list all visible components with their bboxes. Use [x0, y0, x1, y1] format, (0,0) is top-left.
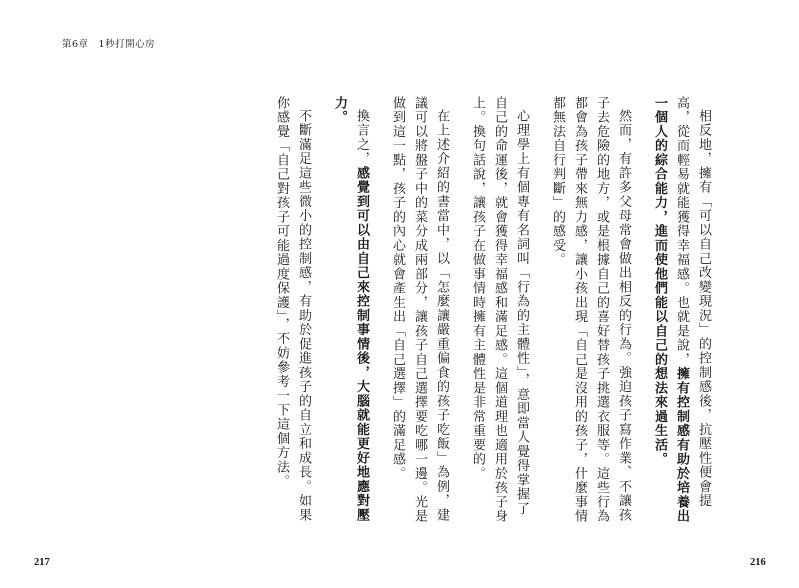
paragraph-in-other-words-emphasis: 感覺到可以由自己來控制事情後，大腦就能更好地應對壓力。	[332, 96, 369, 523]
paragraph-picky-eater-example: 在上述介紹的書當中，以「怎麼讓嚴重偏食的孩子吃飯」為例，建議可以將盤子中的菜分成兩部分，讓孩子自己選擇要吃哪一邊。光是做到這一點，孩子的內心就會產生出「自己選擇」的滿足感。	[390, 96, 449, 524]
chapter-number: 第6章	[62, 39, 89, 50]
paragraph-parents-behavior: 然而，有許多父母常會做出相反的行為。強迫孩子寫作業、不讓孩子去危險的地方，或是根據自己的喜好替孩子挑選衣服等。這些行為都會為孩子帶來無力感，讓小孩出現「自己是沒用的孩子，什麼事情都無法自行判斷」的感受。	[550, 96, 631, 524]
paragraph-control-sense-plain: 相反地，擁有「可以自己改變現況」的控制感後，抗壓性便會提高，從而輕易就能獲得幸福感。也就是說，	[674, 96, 711, 508]
paragraph-in-other-words	[328, 96, 372, 526]
paragraph-control-sense	[648, 96, 714, 526]
page-number-right: 216	[750, 557, 766, 568]
vertical-body-text	[270, 96, 714, 526]
paragraph-agency-psychology: 心理學上有個專有名詞叫「行為的主體性」，意即當人覺得掌握了自己的命運後，就會獲得幸福感和滿足感。這個道理也適用於孩子身上。換句話說，讓孩子在做事情時擁有主體性是非常重要的。	[470, 96, 529, 524]
paragraph-control-sense-emphasis: 擁有控制感有助於培養出一個人的綜合能力，進而使他們能以自己的想法來過生活。	[652, 96, 689, 524]
paragraph-in-other-words-plain: 換言之，	[354, 109, 369, 166]
page-number-left: 217	[34, 557, 50, 568]
chapter-title: 1秒打開心房	[98, 39, 156, 50]
paragraph-small-control: 不斷滿足這些微小的控制感，有助於促進孩子的自立和成長。如果你感覺「自己對孩子可能過度保護」，不妨參考一下這個方法。	[274, 96, 311, 523]
running-header	[62, 36, 155, 50]
